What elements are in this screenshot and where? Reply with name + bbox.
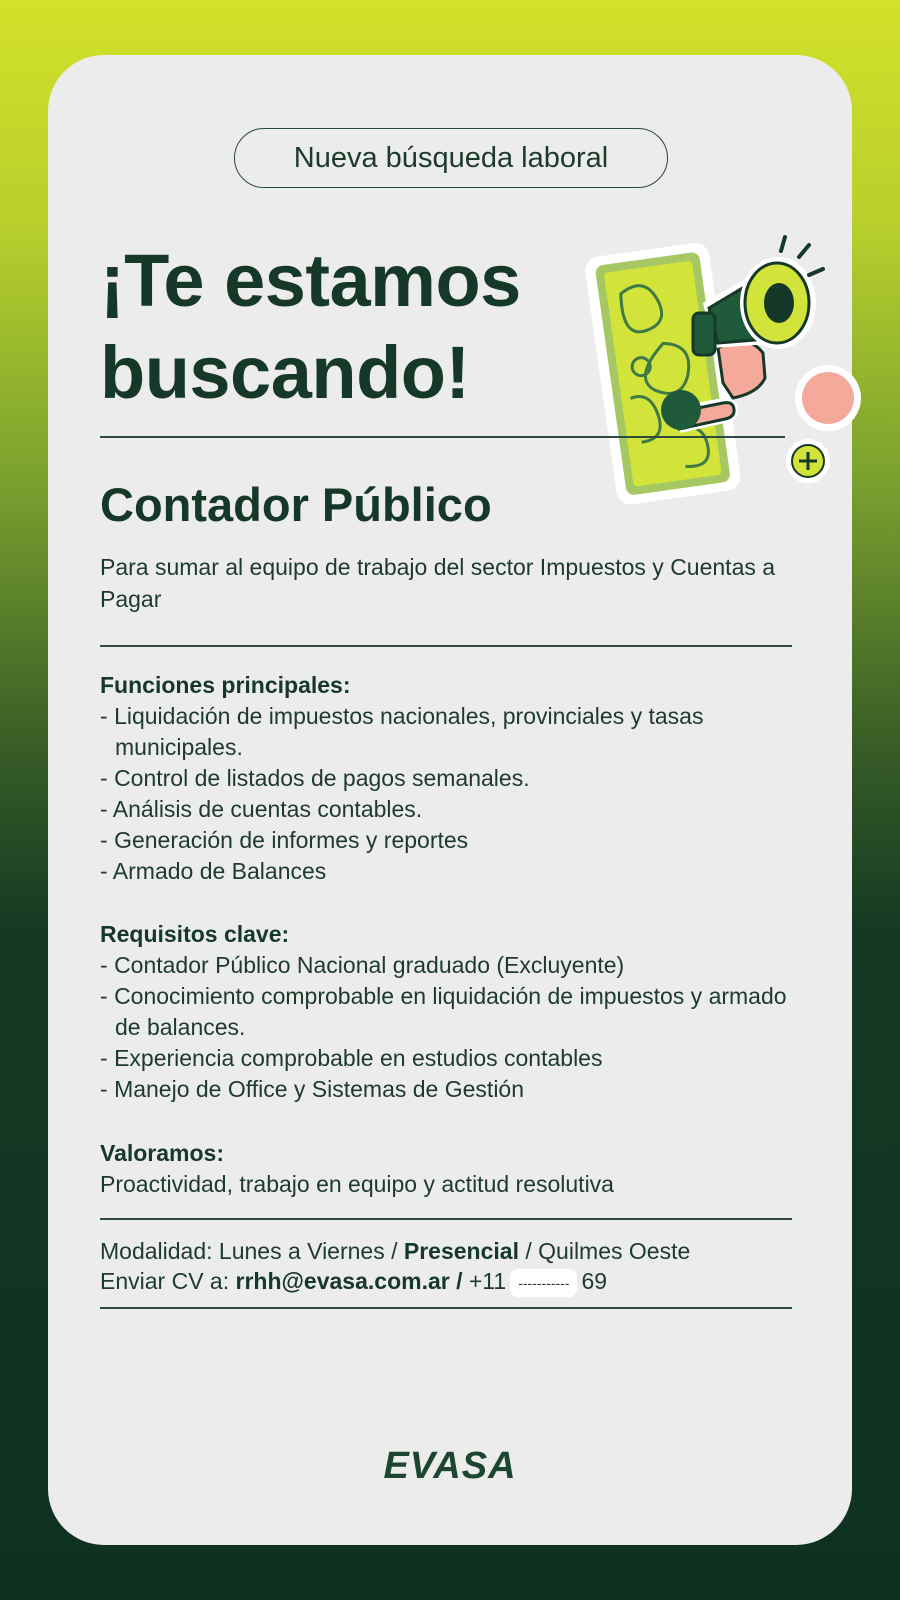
contact-block	[100, 1236, 792, 1297]
requirements-section	[100, 919, 792, 1105]
values-heading: Valoramos:	[100, 1140, 224, 1166]
list-item: - Liquidación de impuestos nacionales, provinciales y tasas municipales.	[100, 701, 792, 763]
functions-heading: Funciones principales:	[100, 672, 351, 698]
list-item: - Manejo de Office y Sistemas de Gestión	[100, 1074, 792, 1105]
modality-location: / Quilmes Oeste	[518, 1238, 691, 1264]
phone-prefix: +11	[468, 1268, 507, 1294]
job-title: Contador Público	[100, 478, 492, 531]
requirements-heading: Requisitos clave:	[100, 921, 290, 947]
search-tag	[234, 128, 668, 188]
list-item: - Control de listados de pagos semanales.	[100, 763, 792, 794]
headline: ¡Te estamos buscando!	[100, 239, 521, 414]
contact-line	[100, 1266, 792, 1297]
modality-line	[100, 1236, 792, 1266]
list-item: - Conocimiento comprobable en liquidación de impuestos y armado de balances.	[100, 981, 792, 1043]
list-item: - Análisis de cuentas contables.	[100, 794, 792, 825]
contact-prefix: Enviar CV a:	[100, 1268, 236, 1294]
functions-section	[100, 670, 792, 887]
contact-email[interactable]: rrhh@evasa.com.ar	[235, 1268, 450, 1294]
list-item: - Generación de informes y reportes	[100, 825, 792, 856]
values-section	[100, 1138, 792, 1200]
contact-separator: /	[449, 1268, 469, 1294]
divider	[100, 1307, 792, 1309]
modality-prefix: Modalidad: Lunes a Viernes /	[100, 1238, 404, 1264]
list-item: - Armado de Balances	[100, 856, 792, 887]
divider	[100, 645, 792, 647]
divider	[100, 1218, 792, 1220]
values-text: Proactividad, trabajo en equipo y actitud resolutiva	[100, 1171, 614, 1197]
search-tag-label: Nueva búsqueda laboral	[293, 141, 609, 174]
requirements-list	[100, 950, 792, 1105]
phone-redacted: -----------	[510, 1269, 577, 1297]
brand-logo: EVASA	[383, 1445, 517, 1487]
megaphone-phone-illustration	[573, 193, 863, 513]
phone-suffix: 69	[581, 1268, 608, 1294]
functions-list	[100, 701, 792, 887]
modality-mode: Presencial	[403, 1238, 519, 1264]
job-card	[48, 55, 852, 1545]
job-intro: Para sumar al equipo de trabajo del sector Impuestos y Cuentas a Pagar	[100, 554, 776, 612]
list-item: - Experiencia comprobable en estudios contables	[100, 1043, 792, 1074]
divider	[100, 436, 785, 438]
list-item: - Contador Público Nacional graduado (Excluyente)	[100, 950, 792, 981]
